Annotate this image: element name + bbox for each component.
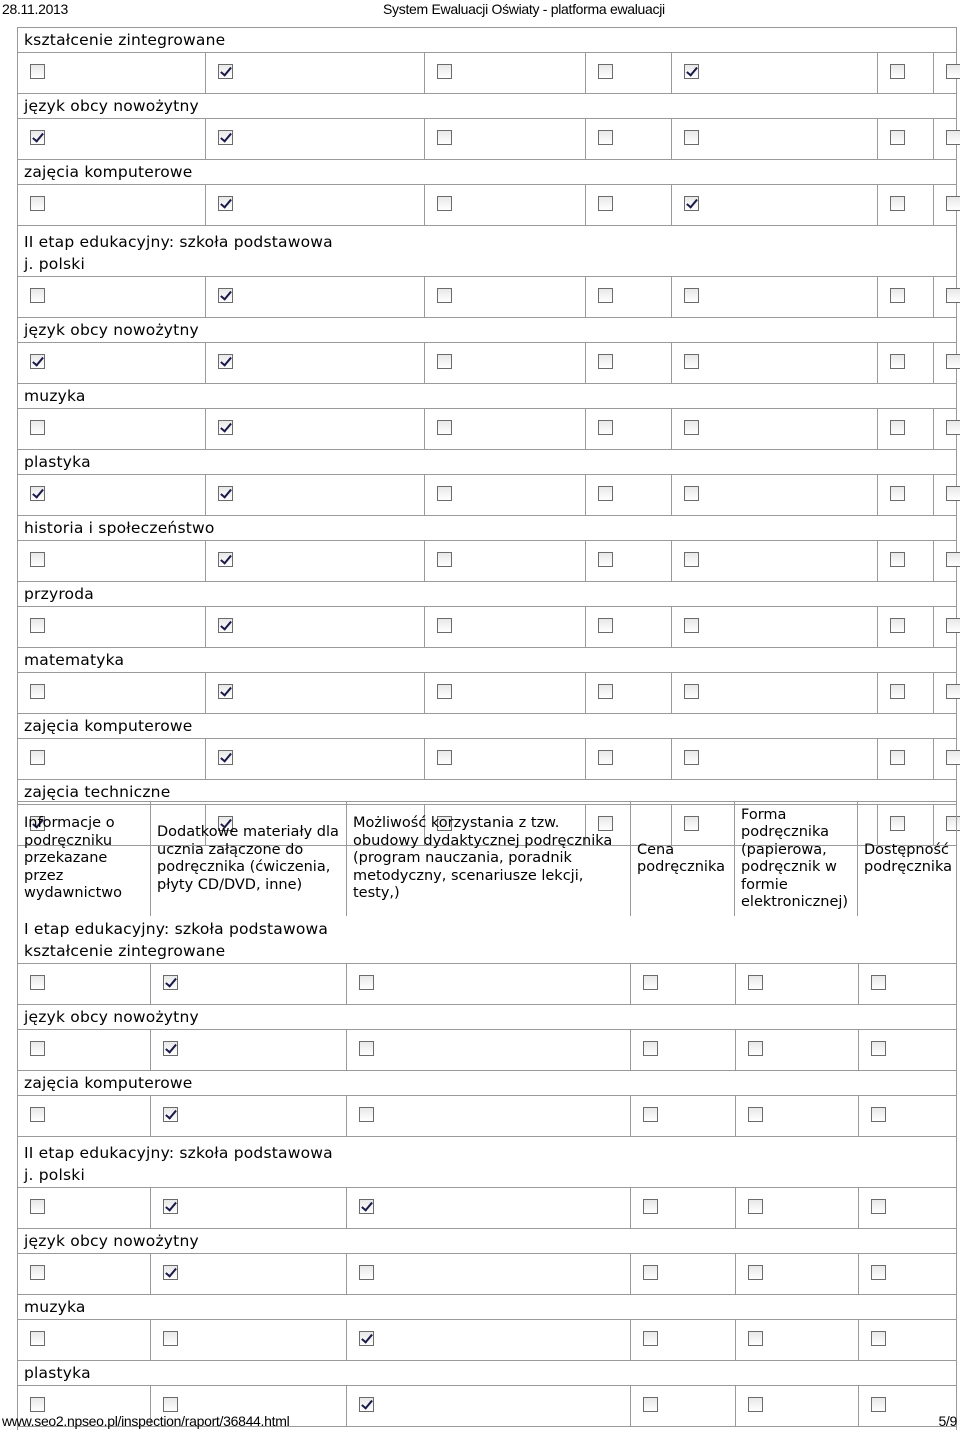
checkbox-cell bbox=[630, 1254, 735, 1294]
checkbox-cell bbox=[585, 277, 672, 317]
subject-label: przyroda bbox=[24, 585, 94, 603]
checkbox-checked[interactable] bbox=[30, 130, 45, 145]
checkbox-cell bbox=[18, 1188, 150, 1228]
checkbox-unchecked[interactable] bbox=[871, 1107, 886, 1122]
checkbox-unchecked[interactable] bbox=[748, 1265, 763, 1280]
checkbox-row bbox=[18, 1095, 956, 1137]
checkbox-cell bbox=[18, 964, 150, 1004]
subject-label: muzyka bbox=[24, 387, 86, 405]
checkbox-cell bbox=[585, 541, 672, 581]
checkbox-cell bbox=[585, 739, 672, 779]
checkbox-unchecked[interactable] bbox=[890, 684, 905, 699]
checkbox-cell bbox=[424, 185, 584, 225]
checkbox-unchecked[interactable] bbox=[890, 486, 905, 501]
checkbox-checked[interactable] bbox=[218, 130, 233, 145]
checkbox-cell bbox=[877, 119, 933, 159]
checkbox-cell bbox=[150, 1096, 346, 1136]
checkbox-cell bbox=[630, 964, 735, 1004]
checkbox-unchecked[interactable] bbox=[871, 1041, 886, 1056]
checkbox-checked[interactable] bbox=[218, 64, 233, 79]
checkbox-checked[interactable] bbox=[359, 1331, 374, 1346]
checkbox-cell bbox=[18, 541, 205, 581]
checkbox-unchecked[interactable] bbox=[946, 618, 960, 633]
checkbox-unchecked[interactable] bbox=[30, 552, 45, 567]
print-date: 28.11.2013 bbox=[2, 1, 69, 17]
checkbox-unchecked[interactable] bbox=[890, 354, 905, 369]
checkbox-unchecked[interactable] bbox=[890, 618, 905, 633]
checkbox-cell bbox=[346, 1188, 630, 1228]
checkbox-unchecked[interactable] bbox=[748, 1041, 763, 1056]
checkbox-cell bbox=[858, 1320, 956, 1360]
checkbox-unchecked[interactable] bbox=[871, 1397, 886, 1412]
checkbox-cell bbox=[424, 343, 584, 383]
page-header bbox=[0, 0, 960, 20]
checkbox-cell bbox=[205, 53, 424, 93]
checkbox-cell bbox=[205, 673, 424, 713]
checkbox-unchecked[interactable] bbox=[684, 684, 699, 699]
checkbox-unchecked[interactable] bbox=[946, 196, 960, 211]
subject-label: język obcy nowożytny bbox=[24, 97, 199, 115]
checkbox-row bbox=[18, 276, 956, 318]
checkbox-cell bbox=[18, 475, 205, 515]
checkbox-checked[interactable] bbox=[218, 486, 233, 501]
checkbox-row bbox=[18, 184, 956, 226]
subject-label: plastyka bbox=[24, 453, 91, 471]
checkbox-unchecked[interactable] bbox=[437, 288, 452, 303]
checkbox-cell bbox=[346, 1320, 630, 1360]
checkbox-unchecked[interactable] bbox=[890, 750, 905, 765]
checkbox-unchecked[interactable] bbox=[437, 420, 452, 435]
checkbox-cell bbox=[346, 1254, 630, 1294]
checkbox-cell bbox=[424, 739, 584, 779]
checkbox-cell bbox=[18, 607, 205, 647]
checkbox-row bbox=[18, 1029, 956, 1071]
checkbox-cell bbox=[671, 119, 877, 159]
checkbox-cell bbox=[18, 343, 205, 383]
checkbox-cell bbox=[735, 1030, 859, 1070]
checkbox-cell bbox=[877, 53, 933, 93]
checkbox-cell bbox=[18, 1320, 150, 1360]
checkbox-cell bbox=[671, 53, 877, 93]
checkbox-unchecked[interactable] bbox=[946, 64, 960, 79]
checkbox-unchecked[interactable] bbox=[643, 1397, 658, 1412]
checkbox-unchecked[interactable] bbox=[598, 750, 613, 765]
checkbox-unchecked[interactable] bbox=[359, 1107, 374, 1122]
checkbox-unchecked[interactable] bbox=[643, 1265, 658, 1280]
checkbox-checked[interactable] bbox=[359, 1397, 374, 1412]
column-header: Cena podręcznika bbox=[630, 802, 734, 916]
checkbox-cell bbox=[877, 409, 933, 449]
stage-heading: II etap edukacyjny: szkoła podstawowa bbox=[24, 1144, 333, 1162]
column-header: Dodatkowe materiały dla ucznia załączone do podręcznika (ćwiczenia, płyty CD/DVD, inne) bbox=[150, 802, 346, 916]
checkbox-cell bbox=[933, 541, 956, 581]
checkbox-checked[interactable] bbox=[163, 1199, 178, 1214]
checkbox-cell bbox=[18, 1096, 150, 1136]
checkbox-unchecked[interactable] bbox=[437, 750, 452, 765]
checkbox-unchecked[interactable] bbox=[946, 684, 960, 699]
subject-label: historia i społeczeństwo bbox=[24, 519, 215, 537]
checkbox-checked[interactable] bbox=[30, 354, 45, 369]
checkbox-unchecked[interactable] bbox=[359, 1041, 374, 1056]
checkbox-cell bbox=[858, 1254, 956, 1294]
checkbox-unchecked[interactable] bbox=[30, 618, 45, 633]
checkbox-cell bbox=[858, 1030, 956, 1070]
checkbox-checked[interactable] bbox=[218, 618, 233, 633]
checkbox-unchecked[interactable] bbox=[890, 288, 905, 303]
checkbox-unchecked[interactable] bbox=[598, 354, 613, 369]
checkbox-cell bbox=[150, 1320, 346, 1360]
checkbox-unchecked[interactable] bbox=[437, 64, 452, 79]
checkbox-cell bbox=[735, 1096, 859, 1136]
checkbox-unchecked[interactable] bbox=[30, 1199, 45, 1214]
checkbox-cell bbox=[585, 409, 672, 449]
checkbox-cell bbox=[585, 673, 672, 713]
checkbox-unchecked[interactable] bbox=[437, 486, 452, 501]
checkbox-cell bbox=[671, 185, 877, 225]
checkbox-cell bbox=[424, 119, 584, 159]
checkbox-unchecked[interactable] bbox=[30, 1107, 45, 1122]
checkbox-cell bbox=[671, 607, 877, 647]
checkbox-cell bbox=[205, 409, 424, 449]
checkbox-unchecked[interactable] bbox=[598, 684, 613, 699]
page-url: www.seo2.npseo.pl/inspection/raport/36844.html bbox=[2, 1413, 290, 1429]
checkbox-cell bbox=[18, 1254, 150, 1294]
checkbox-row bbox=[18, 672, 956, 714]
checkbox-unchecked[interactable] bbox=[684, 618, 699, 633]
checkbox-unchecked[interactable] bbox=[871, 975, 886, 990]
checkbox-row bbox=[18, 738, 956, 780]
checkbox-row bbox=[18, 1253, 956, 1295]
checkbox-cell bbox=[630, 1188, 735, 1228]
checkbox-unchecked[interactable] bbox=[890, 420, 905, 435]
checkbox-cell bbox=[205, 119, 424, 159]
checkbox-checked[interactable] bbox=[218, 750, 233, 765]
checkbox-cell bbox=[671, 475, 877, 515]
checkbox-unchecked[interactable] bbox=[30, 1041, 45, 1056]
subject-label: język obcy nowożytny bbox=[24, 1008, 199, 1026]
checkbox-row bbox=[18, 408, 956, 450]
checkbox-cell bbox=[630, 1096, 735, 1136]
checkbox-unchecked[interactable] bbox=[946, 750, 960, 765]
checkbox-unchecked[interactable] bbox=[748, 1199, 763, 1214]
checkbox-cell bbox=[877, 475, 933, 515]
checkbox-unchecked[interactable] bbox=[437, 130, 452, 145]
checkbox-cell bbox=[630, 1320, 735, 1360]
checkbox-cell bbox=[346, 1096, 630, 1136]
checkbox-unchecked[interactable] bbox=[890, 130, 905, 145]
checkbox-row bbox=[18, 118, 956, 160]
subject-label: zajęcia komputerowe bbox=[24, 1074, 193, 1092]
checkbox-checked[interactable] bbox=[359, 1199, 374, 1214]
subject-label: j. polski bbox=[24, 1166, 85, 1184]
checkbox-checked[interactable] bbox=[218, 288, 233, 303]
checkbox-cell bbox=[585, 343, 672, 383]
checkbox-unchecked[interactable] bbox=[871, 1331, 886, 1346]
checkbox-cell bbox=[933, 475, 956, 515]
checkbox-unchecked[interactable] bbox=[890, 552, 905, 567]
checkbox-unchecked[interactable] bbox=[598, 552, 613, 567]
checkbox-unchecked[interactable] bbox=[30, 975, 45, 990]
page-footer bbox=[0, 1412, 960, 1432]
checkbox-unchecked[interactable] bbox=[748, 1331, 763, 1346]
checkbox-cell bbox=[424, 409, 584, 449]
page-title: System Ewaluacji Oświaty - platforma ewaluacji bbox=[383, 1, 665, 17]
subject-label: język obcy nowożytny bbox=[24, 321, 199, 339]
subject-label: zajęcia komputerowe bbox=[24, 717, 193, 735]
subject-label: zajęcia techniczne bbox=[24, 783, 171, 801]
checkbox-cell bbox=[424, 475, 584, 515]
checkbox-unchecked[interactable] bbox=[946, 130, 960, 145]
checkbox-unchecked[interactable] bbox=[598, 196, 613, 211]
checkbox-unchecked[interactable] bbox=[30, 1265, 45, 1280]
subject-label: język obcy nowożytny bbox=[24, 1232, 199, 1250]
checkbox-unchecked[interactable] bbox=[643, 975, 658, 990]
checkbox-unchecked[interactable] bbox=[748, 975, 763, 990]
checkbox-unchecked[interactable] bbox=[598, 288, 613, 303]
checkbox-cell bbox=[671, 277, 877, 317]
checkbox-cell bbox=[858, 1188, 956, 1228]
subject-label: j. polski bbox=[24, 255, 85, 273]
checkbox-unchecked[interactable] bbox=[643, 1331, 658, 1346]
checkbox-unchecked[interactable] bbox=[30, 1397, 45, 1412]
checkbox-cell bbox=[585, 53, 672, 93]
checkbox-unchecked[interactable] bbox=[30, 684, 45, 699]
checkbox-cell bbox=[877, 739, 933, 779]
checkbox-unchecked[interactable] bbox=[30, 288, 45, 303]
checkbox-unchecked[interactable] bbox=[684, 130, 699, 145]
checkbox-unchecked[interactable] bbox=[748, 1397, 763, 1412]
checkbox-cell bbox=[877, 277, 933, 317]
checkbox-checked[interactable] bbox=[163, 975, 178, 990]
page-number: 5/9 bbox=[938, 1413, 957, 1429]
checkbox-unchecked[interactable] bbox=[359, 975, 374, 990]
checkbox-row bbox=[18, 1319, 956, 1361]
checkbox-unchecked[interactable] bbox=[359, 1265, 374, 1280]
checkbox-cell bbox=[877, 185, 933, 225]
checkbox-cell bbox=[205, 607, 424, 647]
checkbox-unchecked[interactable] bbox=[684, 552, 699, 567]
subject-label: plastyka bbox=[24, 1364, 91, 1382]
checkbox-unchecked[interactable] bbox=[684, 288, 699, 303]
checkbox-unchecked[interactable] bbox=[871, 1265, 886, 1280]
checkbox-cell bbox=[735, 1320, 859, 1360]
checkbox-cell bbox=[205, 475, 424, 515]
checkbox-cell bbox=[205, 739, 424, 779]
column-header: Dostępność podręcznika bbox=[857, 802, 954, 916]
checkbox-unchecked[interactable] bbox=[684, 750, 699, 765]
checkbox-cell bbox=[735, 964, 859, 1004]
checkbox-unchecked[interactable] bbox=[643, 1041, 658, 1056]
checkbox-unchecked[interactable] bbox=[598, 420, 613, 435]
checkbox-unchecked[interactable] bbox=[643, 1199, 658, 1214]
checkbox-cell bbox=[933, 185, 956, 225]
checkbox-cell bbox=[346, 964, 630, 1004]
checkbox-row bbox=[18, 1187, 956, 1229]
checkbox-cell bbox=[585, 119, 672, 159]
checkbox-cell bbox=[671, 739, 877, 779]
checkbox-checked[interactable] bbox=[218, 684, 233, 699]
checkbox-checked[interactable] bbox=[218, 420, 233, 435]
checkbox-cell bbox=[671, 673, 877, 713]
checkbox-cell bbox=[18, 673, 205, 713]
checkbox-cell bbox=[671, 541, 877, 581]
checkbox-unchecked[interactable] bbox=[437, 618, 452, 633]
checkbox-row bbox=[18, 474, 956, 516]
checkbox-unchecked[interactable] bbox=[163, 1397, 178, 1412]
checkbox-unchecked[interactable] bbox=[163, 1331, 178, 1346]
checkbox-cell bbox=[933, 739, 956, 779]
checkbox-cell bbox=[424, 673, 584, 713]
checkbox-checked[interactable] bbox=[684, 64, 699, 79]
checkbox-unchecked[interactable] bbox=[946, 354, 960, 369]
checkbox-unchecked[interactable] bbox=[30, 196, 45, 211]
checkbox-unchecked[interactable] bbox=[598, 64, 613, 79]
checkbox-unchecked[interactable] bbox=[748, 1107, 763, 1122]
checkbox-cell bbox=[18, 53, 205, 93]
checkbox-cell bbox=[877, 541, 933, 581]
checkbox-cell bbox=[630, 1030, 735, 1070]
checkbox-unchecked[interactable] bbox=[684, 354, 699, 369]
column-header: Możliwość korzystania z tzw. obudowy dydaktycznej podręcznika (program nauczania, poradnik metodyczny, scenariusze lekcji, testy,) bbox=[346, 802, 630, 916]
checkbox-cell bbox=[150, 1188, 346, 1228]
stage-heading: I etap edukacyjny: szkoła podstawowa bbox=[24, 920, 329, 938]
checkbox-row bbox=[18, 52, 956, 94]
checkbox-cell bbox=[933, 53, 956, 93]
checkbox-cell bbox=[877, 343, 933, 383]
checkbox-cell bbox=[150, 964, 346, 1004]
checkbox-unchecked[interactable] bbox=[890, 196, 905, 211]
checkbox-cell bbox=[18, 277, 205, 317]
checkbox-unchecked[interactable] bbox=[643, 1107, 658, 1122]
checkbox-cell bbox=[735, 1254, 859, 1294]
checkbox-checked[interactable] bbox=[163, 1265, 178, 1280]
checkbox-row bbox=[18, 963, 956, 1005]
checkbox-checked[interactable] bbox=[218, 552, 233, 567]
checkbox-cell bbox=[585, 185, 672, 225]
checkbox-cell bbox=[933, 673, 956, 713]
checkbox-checked[interactable] bbox=[684, 196, 699, 211]
checkbox-unchecked[interactable] bbox=[437, 196, 452, 211]
checkbox-cell bbox=[933, 277, 956, 317]
checkbox-unchecked[interactable] bbox=[30, 420, 45, 435]
checkbox-unchecked[interactable] bbox=[598, 130, 613, 145]
checkbox-checked[interactable] bbox=[30, 486, 45, 501]
checkbox-unchecked[interactable] bbox=[437, 684, 452, 699]
column-header: Informacje o podręczniku przekazane przez wydawnictwo bbox=[24, 815, 122, 902]
checkbox-cell bbox=[424, 53, 584, 93]
checkbox-cell bbox=[150, 1254, 346, 1294]
checkbox-unchecked[interactable] bbox=[946, 552, 960, 567]
survey-table-1 bbox=[17, 27, 957, 849]
survey-table-2 bbox=[17, 801, 957, 1430]
checkbox-checked[interactable] bbox=[163, 1041, 178, 1056]
checkbox-cell bbox=[205, 277, 424, 317]
checkbox-cell bbox=[18, 1030, 150, 1070]
subject-label: kształcenie zintegrowane bbox=[24, 942, 226, 960]
checkbox-unchecked[interactable] bbox=[946, 420, 960, 435]
checkbox-unchecked[interactable] bbox=[30, 1331, 45, 1346]
subject-label: kształcenie zintegrowane bbox=[24, 31, 226, 49]
checkbox-cell bbox=[858, 964, 956, 1004]
checkbox-cell bbox=[18, 409, 205, 449]
checkbox-cell bbox=[933, 607, 956, 647]
checkbox-checked[interactable] bbox=[218, 354, 233, 369]
checkbox-cell bbox=[424, 541, 584, 581]
checkbox-cell bbox=[671, 343, 877, 383]
checkbox-cell bbox=[205, 541, 424, 581]
checkbox-cell bbox=[877, 607, 933, 647]
checkbox-cell bbox=[424, 277, 584, 317]
checkbox-cell bbox=[18, 119, 205, 159]
subject-label: zajęcia komputerowe bbox=[24, 163, 193, 181]
subject-label: matematyka bbox=[24, 651, 125, 669]
checkbox-row bbox=[18, 606, 956, 648]
checkbox-unchecked[interactable] bbox=[684, 486, 699, 501]
checkbox-row bbox=[18, 342, 956, 384]
checkbox-cell bbox=[346, 1030, 630, 1070]
checkbox-cell bbox=[933, 409, 956, 449]
column-header: Forma podręcznika (papierowa, podręcznik w formie elektronicznej) bbox=[734, 802, 857, 916]
table-header-row bbox=[18, 802, 956, 916]
checkbox-unchecked[interactable] bbox=[30, 64, 45, 79]
checkbox-cell bbox=[585, 607, 672, 647]
checkbox-cell bbox=[933, 343, 956, 383]
checkbox-unchecked[interactable] bbox=[946, 486, 960, 501]
checkbox-unchecked[interactable] bbox=[871, 1199, 886, 1214]
checkbox-unchecked[interactable] bbox=[598, 486, 613, 501]
checkbox-cell bbox=[877, 673, 933, 713]
checkbox-cell bbox=[424, 607, 584, 647]
checkbox-unchecked[interactable] bbox=[946, 288, 960, 303]
checkbox-unchecked[interactable] bbox=[890, 64, 905, 79]
checkbox-unchecked[interactable] bbox=[30, 750, 45, 765]
checkbox-cell bbox=[585, 475, 672, 515]
subject-label: muzyka bbox=[24, 1298, 86, 1316]
checkbox-unchecked[interactable] bbox=[598, 618, 613, 633]
checkbox-unchecked[interactable] bbox=[684, 420, 699, 435]
checkbox-cell bbox=[150, 1030, 346, 1070]
checkbox-cell bbox=[735, 1188, 859, 1228]
checkbox-unchecked[interactable] bbox=[437, 354, 452, 369]
stage-heading: II etap edukacyjny: szkoła podstawowa bbox=[24, 233, 333, 251]
checkbox-cell bbox=[18, 739, 205, 779]
checkbox-row bbox=[18, 540, 956, 582]
checkbox-checked[interactable] bbox=[163, 1107, 178, 1122]
checkbox-unchecked[interactable] bbox=[437, 552, 452, 567]
checkbox-cell bbox=[671, 409, 877, 449]
checkbox-cell bbox=[205, 185, 424, 225]
checkbox-checked[interactable] bbox=[218, 196, 233, 211]
checkbox-cell bbox=[858, 1096, 956, 1136]
checkbox-cell bbox=[933, 119, 956, 159]
checkbox-cell bbox=[18, 185, 205, 225]
checkbox-cell bbox=[205, 343, 424, 383]
